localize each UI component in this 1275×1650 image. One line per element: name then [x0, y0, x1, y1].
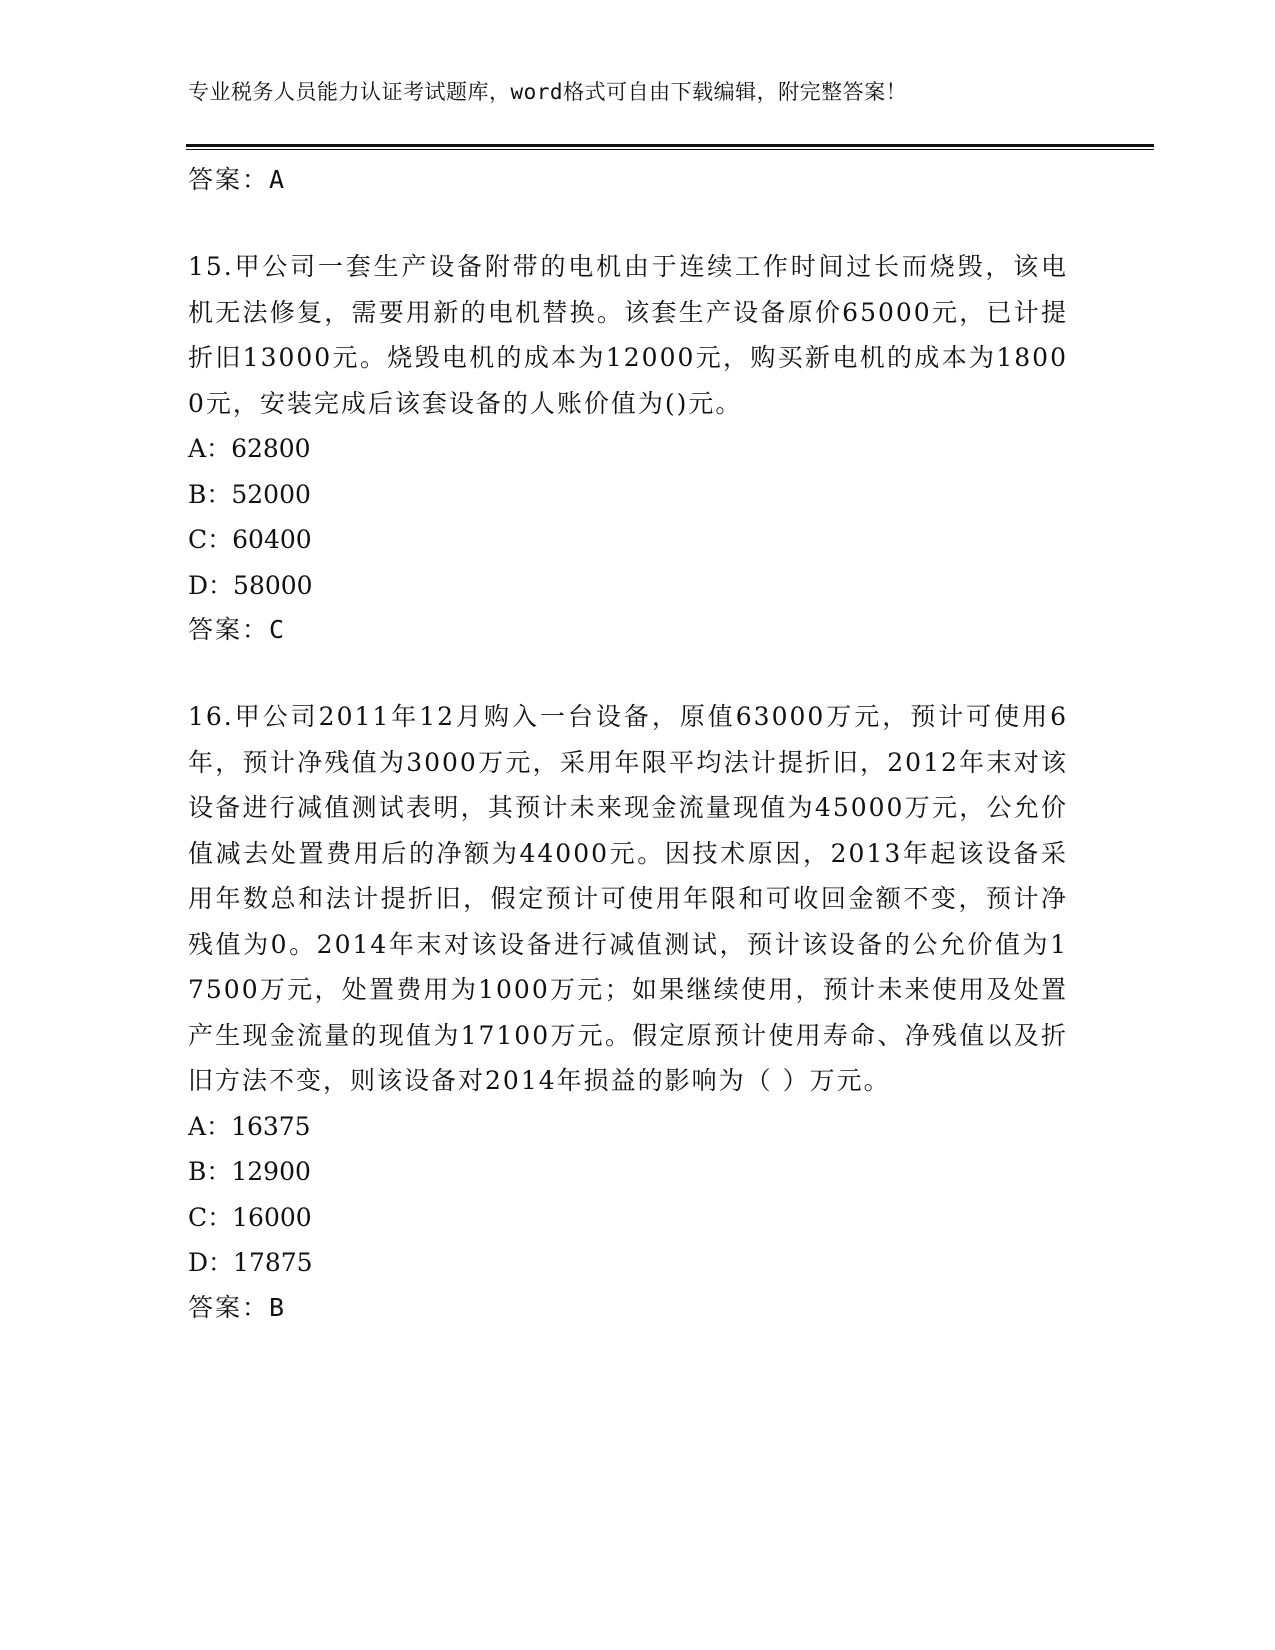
- option-b: [188, 472, 1088, 518]
- option-c: [188, 1195, 1088, 1241]
- option-text: 16000: [232, 1202, 312, 1232]
- option-a: [188, 1104, 1088, 1150]
- option-text: 17875: [233, 1248, 313, 1277]
- question-stem: 16.甲公司2011年12月购入一台设备，原值63000万元，预计可使用6年，预计净残值为3000万元，采用年限平均法计提折旧，2012年末对该设备进行减值测试表明，其预计未来现金流量现值为45000万元，公允价值减去处置费用后的净额为44000元。因技术原因，2013年起该设备采用年数总和法计提折旧，假定预计可使用年限和可收回金额不变，预计净残值为0。2014年末对该设备进行减值测试，预计该设备的公允价值为17500万元，处置费用为1000万元；如果继续使用，预计未来使用及处置产生现金流量的现值为17100万元。假定原预计使用寿命、净残值以及折旧方法不变，则该设备对2014年损益的影响为（ ）万元。: [188, 702, 1068, 1095]
- option-text: 60400: [232, 525, 312, 554]
- option-letter: C：: [188, 1202, 233, 1232]
- option-letter: B：: [188, 479, 232, 509]
- question-stem: 15.甲公司一套生产设备附带的电机由于连续工作时间过长而烧毁，该电机无法修复，需要用新的电机替换。该套生产设备原价65000元，已计提折旧13000元。烧毁电机的成本为12000元，购买新电机的成本为18000元，安装完成后该套设备的人账价值为()元。: [188, 252, 1068, 418]
- option-letter: A：: [188, 434, 232, 463]
- option-d: [188, 1240, 1088, 1286]
- answer-value: A: [269, 165, 285, 194]
- header-divider-thick: [186, 144, 1154, 147]
- option-letter: B：: [188, 1157, 232, 1186]
- answer-line: [188, 1286, 1088, 1330]
- answer-value: B: [269, 1292, 285, 1322]
- answer-value: C: [269, 615, 285, 644]
- answer-label: 答案：: [188, 1292, 270, 1322]
- option-text: 52000: [231, 479, 311, 509]
- option-text: 58000: [233, 570, 313, 600]
- answer-line: [188, 608, 1088, 652]
- page-header: 专业税务人员能力认证考试题库，word格式可自由下载编辑，附完整答案！: [188, 80, 908, 104]
- option-letter: D：: [188, 570, 234, 600]
- option-text: 62800: [231, 434, 311, 463]
- answer-line: [188, 158, 1088, 202]
- document-body: [188, 158, 1088, 1330]
- answer-label: 答案：: [188, 615, 270, 644]
- option-text: 12900: [231, 1157, 311, 1186]
- option-d: [188, 563, 1088, 609]
- option-letter: C：: [188, 525, 233, 554]
- option-b: [188, 1149, 1088, 1195]
- header-divider-thin: [186, 149, 1154, 150]
- question-16: [188, 694, 1088, 1330]
- option-c: [188, 517, 1088, 563]
- option-a: [188, 426, 1088, 472]
- option-letter: A：: [188, 1111, 232, 1141]
- question-15: [188, 244, 1088, 652]
- answer-label: 答案：: [188, 165, 270, 194]
- option-letter: D：: [188, 1248, 234, 1277]
- option-text: 16375: [231, 1111, 311, 1141]
